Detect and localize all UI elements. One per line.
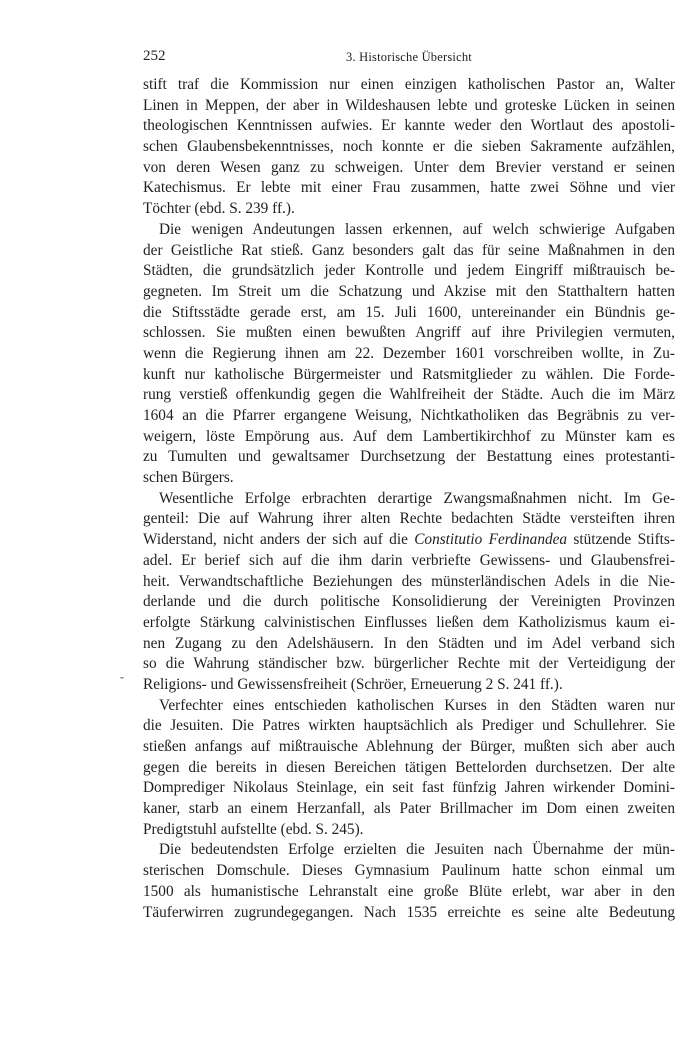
- text-segment: Töchter (ebd. S. 239 ff.).: [143, 200, 295, 218]
- text-segment: Verfechter eines entschieden katholischen Kurses in den Städten waren nur: [159, 696, 675, 714]
- text-line: [143, 634, 675, 655]
- text-segment: nen Zugang zu den Adelshäusern. In den Städten und im Adel verband sich: [143, 634, 675, 652]
- text-line: [143, 178, 675, 199]
- text-line: [143, 799, 675, 820]
- text-segment: 1604 an die Pfarrer ergangene Weisung, Nichtkatholiken das Begräbnis zu ver-: [143, 407, 675, 424]
- text-segment: rung verstieß offenkundig gegen die Wahlfreiheit der Städte. Auch die im März: [143, 386, 675, 404]
- text-line: [143, 530, 675, 551]
- text-line: [143, 220, 675, 241]
- text-segment: Domprediger Nikolaus Steinlage, ein seit fast fünfzig Jahren wirkender Domini-: [143, 779, 675, 797]
- text-line: [143, 303, 675, 324]
- italic-title: Constitutio Ferdinandea: [414, 531, 568, 549]
- text-segment: stützende Stifts-: [567, 531, 675, 549]
- text-line: [143, 406, 675, 427]
- text-line: [143, 654, 675, 675]
- text-segment: stießen anfangs auf mißtrauische Ablehnung der Bürger, mußten sich aber auch: [143, 738, 675, 755]
- text-line: [143, 716, 675, 737]
- text-segment: so die Wahrung ständischer bzw. bürgerlicher Rechte mit der Verteidigung der: [143, 655, 675, 673]
- text-line: [143, 696, 675, 717]
- text-line: [143, 75, 675, 96]
- text-line: [143, 468, 675, 489]
- text-segment: Linen in Meppen, der aber in Wildeshausen lebte und groteske Lücken in seinen: [143, 96, 675, 114]
- margin-mark: ˘: [120, 674, 124, 688]
- text-segment: die Stiftsstädte gerade erst, am 15. Juli 1600, untereinander ein Bündnis ge-: [143, 303, 675, 321]
- text-line: [143, 427, 675, 448]
- text-line: [143, 447, 675, 468]
- text-segment: Die wenigen Andeutungen lassen erkennen, auf welch schwierige Aufgaben: [159, 220, 675, 238]
- text-line: [143, 675, 675, 696]
- text-segment: schlossen. Sie mußten einen bewußten Angriff auf ihre Privilegien vermuten,: [143, 324, 675, 342]
- text-segment: Städten, die grundsätzlich jeder Kontrolle und jedem Eingriff mißtrauisch be-: [143, 262, 675, 280]
- text-line: [143, 903, 675, 924]
- text-segment: Die bedeutendsten Erfolge erzielten die Jesuiten nach Übernahme der mün-: [159, 841, 675, 859]
- text-line: [143, 199, 675, 220]
- text-segment: zu Tumulten und gewaltsamer Durchsetzung der Bestattung eines protestanti-: [143, 448, 675, 466]
- text-segment: wenn die Regierung ihnen am 22. Dezember 1601 vorschreiben wollte, in Zu-: [143, 344, 675, 362]
- text-line: [143, 758, 675, 779]
- text-segment: von deren Wesen ganz zu schweigen. Unter dem Brevier verstand er seinen: [143, 158, 675, 176]
- text-line: [143, 323, 675, 344]
- text-line: [143, 737, 675, 758]
- text-segment: die Jesuiten. Die Patres wirkten hauptsächlich als Prediger und Schullehrer. Sie: [143, 717, 675, 735]
- text-line: [143, 613, 675, 634]
- text-segment: weigern, löste Empörung aus. Auf dem Lambertikirchhof zu Münster kam es: [143, 427, 675, 445]
- text-segment: genteil: Die auf Wahrung ihrer alten Rechte bedachten Städte versteiften ihren: [143, 510, 675, 528]
- text-segment: der Geistliche Rat stieß. Ganz besonders galt das für seine Maßnahmen in den: [143, 241, 675, 259]
- text-segment: theologischen Kenntnissen aufwies. Er kannte weder den Wortlaut des apostoli-: [143, 117, 675, 135]
- text-segment: Wesentliche Erfolge erbrachten derartige Zwangsmaßnahmen nicht. Im Ge-: [159, 489, 675, 507]
- text-segment: derlande und die durch politische Konsolidierung der Vereinigten Provinzen: [143, 593, 675, 611]
- text-line: [143, 489, 675, 510]
- text-segment: heit. Verwandtschaftliche Beziehungen des münsterländischen Adels in die Nie-: [143, 572, 675, 590]
- text-line: [143, 820, 675, 841]
- text-segment: Täuferwirren zugrundegegangen. Nach 1535 erreichte es seine alte Bedeutung: [143, 903, 675, 921]
- text-line: [143, 282, 675, 303]
- text-line: [143, 96, 675, 117]
- text-line: [143, 241, 675, 262]
- text-line: [143, 572, 675, 593]
- page-header: [143, 48, 675, 70]
- text-line: [143, 840, 675, 861]
- text-segment: schen Bürgers.: [143, 469, 234, 487]
- running-head: 3. Historische Übersicht: [346, 50, 472, 64]
- text-segment: stift traf die Kommission nur einen einzigen katholischen Pastor an, Walter: [143, 76, 675, 93]
- text-segment: 1500 als humanistische Lehranstalt eine große Blüte erlebt, war aber in den: [143, 882, 675, 900]
- text-segment: erfolgte Stärkung calvinistischen Einflusses ließen dem Katholizismus kaum ei-: [143, 613, 675, 631]
- text-line: [143, 861, 675, 882]
- text-segment: Religions- und Gewissensfreiheit (Schröer, Erneuerung 2 S. 241 ff.).: [143, 675, 563, 693]
- body-text: [143, 75, 675, 923]
- text-line: [143, 778, 675, 799]
- page-number: 252: [143, 48, 166, 64]
- text-segment: Predigtstuhl aufstellte (ebd. S. 245).: [143, 820, 364, 838]
- text-segment: adel. Er berief sich auf die ihm darin verbriefte Gewissens- und Glaubensfrei-: [143, 551, 675, 569]
- text-line: [143, 137, 675, 158]
- text-line: [143, 592, 675, 613]
- text-segment: Widerstand, nicht anders der sich auf die: [143, 531, 415, 549]
- text-line: [143, 509, 675, 530]
- text-segment: schen Glaubensbekenntnisses, noch konnte er die sieben Sakramente aufzählen,: [143, 138, 675, 156]
- text-segment: gegen die bereits in diesen Bereichen tätigen Bettelorden durchsetzen. Der alte: [143, 758, 675, 776]
- text-line: [143, 385, 675, 406]
- text-line: [143, 882, 675, 903]
- text-segment: Katechismus. Er lebte mit einer Frau zusammen, hatte zwei Söhne und vier: [143, 179, 675, 197]
- text-line: [143, 116, 675, 137]
- text-segment: gegneten. Im Streit um die Schatzung und Akzise mit den Statthaltern hatten: [143, 282, 675, 300]
- text-line: [143, 261, 675, 282]
- text-line: [143, 344, 675, 365]
- text-segment: kunft nur katholische Bürgermeister und Ratsmitglieder zu wählen. Die Forde-: [143, 365, 675, 383]
- text-line: [143, 158, 675, 179]
- text-line: [143, 551, 675, 572]
- text-segment: kaner, starb an einem Herzanfall, als Pater Brillmacher im Dom einen zweiten: [143, 800, 675, 818]
- text-segment: sterischen Domschule. Dieses Gymnasium Paulinum hatte schon einmal um: [143, 862, 675, 880]
- text-line: [143, 365, 675, 386]
